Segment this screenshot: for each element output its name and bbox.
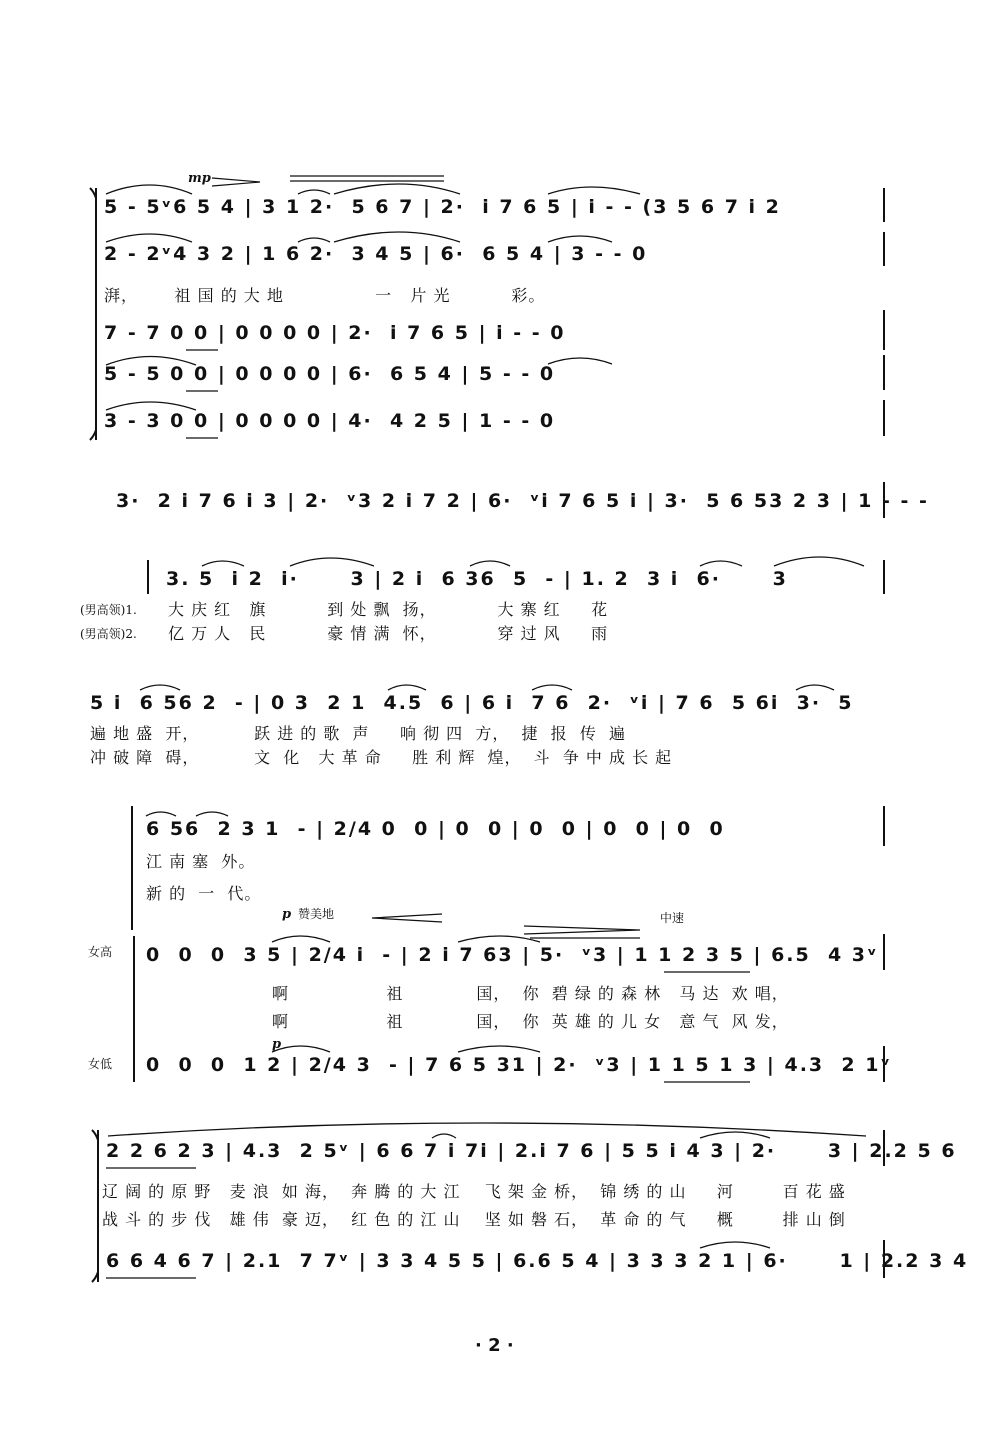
decrescendo-hairpin [212, 178, 260, 186]
tie [290, 558, 374, 566]
hairpins [212, 176, 640, 938]
expression-mark: 赞美地 [298, 907, 335, 921]
tie [334, 232, 460, 242]
tie [298, 238, 330, 242]
notes-line: 7 - 7 0 0 | 0 0 0 0 | 2· i 7 6 5 | i - - 0 [104, 322, 566, 344]
notes-line: 2 - 2ᵛ4 3 2 | 1 6 2· 3 4 5 | 6· 6 5 4 | 3 - - 0 [104, 243, 648, 265]
lead-label: (男高领)2. [80, 627, 137, 641]
notes-line: 3 - 3 0 0 | 0 0 0 0 | 4· 4 2 5 | 1 - - 0 [104, 410, 556, 432]
tie [106, 402, 196, 410]
crescendo-hairpin [372, 914, 442, 922]
notes-line: 0 0 0 1 2 | 2/4 3 - | 7 6 5 31 | 2· ᵛ3 | 1 1 5 1 3 | 4.3 2 1ᵛ [146, 1054, 892, 1076]
tie [272, 936, 330, 942]
lead-label: (男高领)1. [80, 603, 137, 617]
tie [388, 685, 426, 690]
dynamic-mp: mp [188, 171, 211, 186]
system-brackets [90, 188, 884, 1282]
dynamic-p: p [282, 907, 292, 922]
tie [548, 358, 612, 364]
page-number: · 2 · [475, 1335, 514, 1356]
tie [106, 357, 196, 366]
lyric-line: 战 斗 的 步 伐 雄 伟 豪 迈， 红 色 的 江 山 坚 如 磐 石， 革 命 的 气 概 排 山 倒 [102, 1210, 846, 1229]
tie [532, 685, 572, 690]
notes-line: 3· 2 i 7 6 i 3 | 2· ᵛ3 2 i 7 2 | 6· ᵛi 7 6 5 i | 3· 5 6 53 2 3 | 1 - - - [116, 490, 929, 512]
tie [106, 185, 192, 194]
lyric-line: 啊 祖 国， 你 碧 绿 的 森 林 马 达 欢 唱， [272, 984, 789, 1003]
notes-line: 6 6 4 6 7 | 2.1 7 7ᵛ | 3 3 4 5 5 | 6.6 5 4 | 3 3 3 2 1 | 6· 1 | 2.2 3 4 [106, 1250, 969, 1272]
lyric-line: 亿 万 人 民 豪 情 满 怀， 穿 过 风 雨 [168, 624, 609, 643]
lyric-line: 遍 地 盛 开， 跃 进 的 歌 声 响 彻 四 方， 捷 报 传 遍 [90, 724, 627, 743]
tie [106, 234, 192, 242]
lyric-line: 湃， 祖 国 的 大 地 一 片 光 彩。 [104, 286, 546, 305]
notes-line: 5 - 5 0 0 | 0 0 0 0 | 6· 6 5 4 | 5 - - 0 [104, 363, 556, 385]
ties-and-slurs [106, 184, 866, 1248]
notes-line: 0 0 0 3 5 | 2/4 i - | 2 i 7 63 | 5· ᵛ3 | 1 1 2 3 5 | 6.5 4 3ᵛ [146, 944, 879, 966]
tie [458, 936, 540, 942]
tie [458, 1046, 540, 1052]
crescendo-hairpin [524, 926, 640, 934]
tie [548, 236, 612, 242]
tie [700, 1242, 770, 1248]
tie [774, 557, 864, 566]
notes-line: 6 56 2 3 1 - | 2/4 0 0 | 0 0 | 0 0 | 0 0 | 0 0 [146, 818, 725, 840]
lyric-line: 冲 破 障 碍， 文 化 大 革 命 胜 利 辉 煌， 斗 争 中 成 长 起 [90, 748, 673, 767]
dynamic-p: p [272, 1037, 282, 1052]
tie [432, 1134, 456, 1138]
notes-line: 5 i 6 56 2 - | 0 3 2 1 4.5 6 | 6 i 7 6 2· ᵛi | 7 6 5 6i 3· 5 [90, 692, 854, 714]
tie [272, 1046, 330, 1052]
tie [140, 685, 180, 690]
voice-label-alto: 女低 [88, 1057, 113, 1071]
lyric-line: 新 的 一 代。 [146, 884, 262, 903]
tie [548, 187, 640, 194]
lyric-line: 辽 阔 的 原 野 麦 浪 如 海， 奔 腾 的 大 江 飞 架 金 桥， 锦 绣 的 山 河 百 花 盛 [102, 1182, 846, 1201]
notes-line: 3. 5 i 2 i· 3 | 2 i 6 36 5 - | 1. 2 3 i 6· 3 [166, 568, 788, 590]
notes-line: 5 - 5ᵛ6 5 4 | 3 1 2· 5 6 7 | 2· i 7 6 5 | i - - (3 5 6 7 i 2 [104, 196, 781, 218]
lyric-line: 大 庆 红 旗 到 处 飘 扬， 大 寨 红 花 [168, 600, 609, 619]
tie [334, 184, 460, 194]
lyric-line: 啊 祖 国， 你 英 雄 的 儿 女 意 气 风 发， [272, 1012, 789, 1031]
tie [470, 561, 510, 566]
tie [298, 190, 330, 194]
tie [796, 685, 834, 690]
tie [196, 812, 228, 816]
tie [700, 561, 742, 566]
voice-label-soprano: 女高 [88, 945, 113, 959]
tie [146, 812, 176, 816]
tempo-mark: 中速 [660, 911, 685, 925]
notes-line: 2 2 6 2 3 | 4.3 2 5ᵛ | 6 6 7 i 7i | 2.i 7 6 | 5 5 i 4 3 | 2· 3 | 2.2 5 6 [106, 1140, 957, 1162]
tie [700, 1132, 770, 1138]
lyric-line: 江 南 塞 外。 [146, 852, 256, 871]
tie [202, 561, 244, 566]
